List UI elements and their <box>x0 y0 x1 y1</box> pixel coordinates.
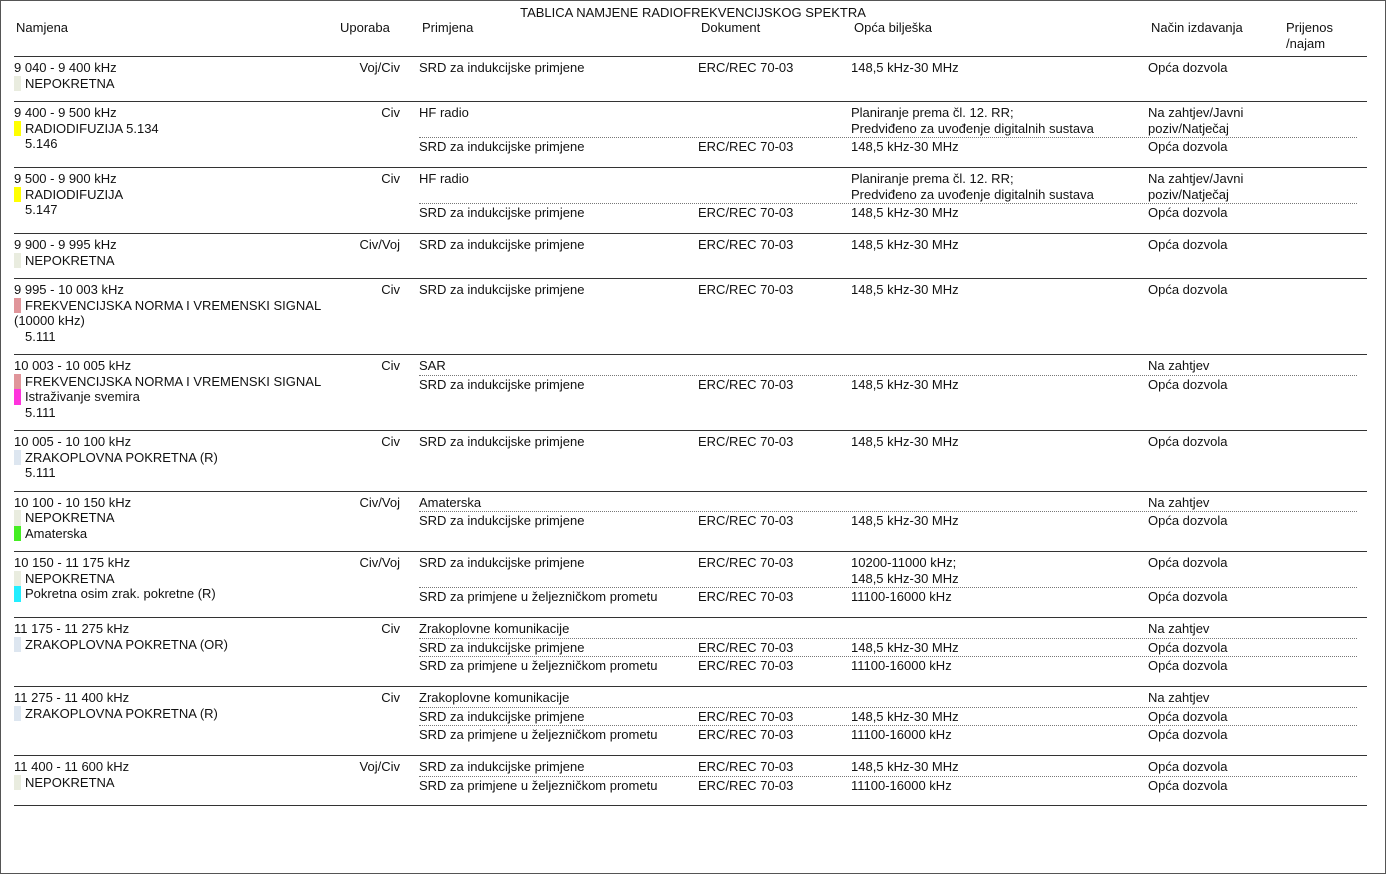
footnote-ref: 5.111 <box>25 404 56 420</box>
nacin-line: poziv/Natječaj <box>1148 186 1229 202</box>
frequency-range: 9 900 - 9 995 kHz <box>14 237 117 252</box>
biljeska-cell <box>851 589 1148 605</box>
nacin-cell <box>1148 282 1278 298</box>
service-name: NEPOKRETNA <box>25 774 115 790</box>
service-item <box>14 76 344 92</box>
application-list <box>419 171 1357 223</box>
service-name: ZRAKOPLOVNA POKRETNA (OR) <box>25 636 228 652</box>
table-row <box>14 279 1367 355</box>
biljeska-cell <box>851 139 1148 155</box>
dokument-cell <box>698 358 851 374</box>
dokument-cell <box>698 621 851 637</box>
service-color-swatch <box>14 586 21 602</box>
nacin-line: Opća dozvola <box>1148 555 1228 570</box>
primjena-cell: HF radio <box>419 171 469 186</box>
table-row <box>14 431 1367 492</box>
service-color-swatch <box>14 526 21 542</box>
service-item <box>14 706 344 722</box>
biljeska-cell <box>851 778 1148 794</box>
service-color-swatch <box>14 775 21 791</box>
service-color-swatch <box>14 571 21 587</box>
service-color-swatch <box>14 637 21 653</box>
header-primjena: Primjena <box>422 20 474 35</box>
primjena-cell: SRD za indukcijske primjene <box>419 708 585 724</box>
nacin-cell <box>1148 589 1278 605</box>
service-name: RADIODIFUZIJA 5.134 <box>25 120 159 136</box>
biljeska-cell <box>851 621 1148 637</box>
service-item <box>14 637 344 653</box>
uporaba-cell: Civ <box>381 621 400 636</box>
service-color-swatch <box>14 706 21 722</box>
dokument-cell: ERC/REC 70-03 <box>698 589 794 604</box>
nacin-cell <box>1148 495 1278 511</box>
nacin-line: Opća dozvola <box>1148 205 1228 220</box>
service-item <box>14 571 344 587</box>
namjena-cell <box>14 358 344 420</box>
nacin-cell <box>1148 555 1278 586</box>
service-item <box>14 187 344 203</box>
primjena-cell: SRD za indukcijske primjene <box>419 205 585 220</box>
application-row <box>419 282 1357 299</box>
nacin-line: Opća dozvola <box>1148 658 1228 673</box>
biljeska-line: 148,5 kHz-30 MHz <box>851 376 959 392</box>
dokument-cell: ERC/REC 70-03 <box>698 376 794 392</box>
header-biljeska: Opća bilješka <box>854 20 933 35</box>
frequency-range: 9 400 - 9 500 kHz <box>14 105 117 120</box>
header-prijenos-line: /najam <box>1286 35 1326 51</box>
biljeska-line: 148,5 kHz-30 MHz <box>851 139 959 154</box>
biljeska-line: Planiranje prema čl. 12. RR; <box>851 171 1014 186</box>
primjena-cell: SRD za primjene u željezničkom prometu <box>419 727 658 742</box>
service-color-swatch <box>14 121 21 137</box>
service-name: NEPOKRETNA <box>25 75 115 91</box>
biljeska-line: 148,5 kHz-30 MHz <box>851 513 959 528</box>
nacin-line: poziv/Natječaj <box>1148 120 1229 136</box>
allocation-table <box>14 57 1367 806</box>
dokument-cell: ERC/REC 70-03 <box>698 282 794 297</box>
application-row <box>419 709 1357 727</box>
service-color-swatch <box>14 374 21 390</box>
primjena-cell: SRD za primjene u željezničkom prometu <box>419 777 658 793</box>
primjena-cell: Zrakoplovne komunikacije <box>419 621 570 636</box>
page-title: TABLICA NAMJENE RADIOFREKVENCIJSKOG SPEKTRA <box>520 5 866 20</box>
application-row <box>419 555 1357 588</box>
primjena-cell: SRD za indukcijske primjene <box>419 237 585 252</box>
nacin-cell <box>1148 60 1278 76</box>
nacin-line: Opća dozvola <box>1148 708 1228 724</box>
frequency-range: 10 005 - 10 100 kHz <box>14 434 132 449</box>
namjena-cell <box>14 690 344 745</box>
service-item <box>14 389 344 405</box>
table-row <box>14 552 1367 618</box>
table-row <box>14 492 1367 553</box>
dokument-cell: ERC/REC 70-03 <box>698 205 794 220</box>
application-list <box>419 495 1357 531</box>
nacin-line: Opća dozvola <box>1148 639 1228 655</box>
dokument-cell <box>698 171 851 202</box>
application-list <box>419 237 1357 255</box>
nacin-cell <box>1148 105 1278 136</box>
service-item <box>14 586 344 602</box>
application-row <box>419 495 1357 513</box>
dokument-cell: ERC/REC 70-03 <box>698 513 794 528</box>
frequency-range: 11 400 - 11 600 kHz <box>14 759 130 774</box>
biljeska-line: 148,5 kHz-30 MHz <box>851 708 959 724</box>
biljeska-line: 11100-16000 kHz <box>851 589 952 604</box>
nacin-line: Opća dozvola <box>1148 282 1228 297</box>
biljeska-line: 148,5 kHz-30 MHz <box>851 282 959 297</box>
uporaba-cell: Civ <box>381 358 400 373</box>
nacin-line: Na zahtjev <box>1148 621 1210 636</box>
namjena-cell <box>14 105 344 157</box>
application-row <box>419 237 1357 254</box>
dokument-cell: ERC/REC 70-03 <box>698 759 794 774</box>
dokument-cell: ERC/REC 70-03 <box>698 727 794 742</box>
namjena-cell <box>14 759 344 795</box>
table-row <box>14 57 1367 102</box>
nacin-cell <box>1148 690 1278 706</box>
biljeska-cell <box>851 513 1148 529</box>
primjena-cell: SRD za indukcijske primjene <box>419 759 585 774</box>
biljeska-cell <box>851 282 1148 298</box>
application-row <box>419 621 1357 639</box>
nacin-cell <box>1148 434 1278 450</box>
application-row <box>419 60 1357 77</box>
application-row <box>419 434 1357 451</box>
nacin-cell <box>1148 759 1278 775</box>
biljeska-line: Predviđeno za uvođenje digitalnih sustava <box>851 120 1094 136</box>
application-row <box>419 640 1357 658</box>
application-row <box>419 690 1357 708</box>
application-row <box>419 658 1357 675</box>
dokument-cell: ERC/REC 70-03 <box>698 708 794 724</box>
dokument-cell: ERC/REC 70-03 <box>698 639 794 655</box>
dokument-cell: ERC/REC 70-03 <box>698 555 794 570</box>
biljeska-cell <box>851 377 1148 393</box>
biljeska-line: 11100-16000 kHz <box>851 658 952 673</box>
primjena-cell: SRD za indukcijske primjene <box>419 513 585 528</box>
footnote-ref: 5.147 <box>25 202 58 217</box>
dokument-cell <box>698 105 851 136</box>
biljeska-line: 148,5 kHz-30 MHz <box>851 570 959 586</box>
biljeska-cell <box>851 205 1148 221</box>
uporaba-cell: Civ/Voj <box>359 494 400 510</box>
nacin-cell <box>1148 658 1278 674</box>
biljeska-cell <box>851 171 1148 202</box>
uporaba-cell: Civ/Voj <box>359 237 400 252</box>
nacin-line: Opća dozvola <box>1148 376 1228 392</box>
service-name: NEPOKRETNA <box>25 510 115 525</box>
primjena-cell: SRD za indukcijske primjene <box>419 60 585 75</box>
uporaba-cell: Civ <box>381 105 400 120</box>
nacin-line: Na zahtjev/Javni <box>1148 105 1244 120</box>
application-row <box>419 139 1357 156</box>
nacin-cell <box>1148 778 1278 794</box>
primjena-cell: SRD za indukcijske primjene <box>419 376 585 392</box>
biljeska-cell <box>851 727 1148 743</box>
application-row <box>419 205 1357 222</box>
uporaba-cell: Civ <box>381 690 400 705</box>
primjena-cell: Amaterska <box>419 494 482 510</box>
nacin-line: Na zahtjev <box>1148 690 1210 705</box>
namjena-cell <box>14 171 344 223</box>
table-row <box>14 756 1367 806</box>
dokument-cell: ERC/REC 70-03 <box>698 434 794 449</box>
primjena-cell: SAR <box>419 358 446 373</box>
application-row <box>419 589 1357 606</box>
primjena-cell: SRD za indukcijske primjene <box>419 555 585 570</box>
application-list <box>419 105 1357 157</box>
dokument-cell: ERC/REC 70-03 <box>698 777 794 793</box>
service-color-swatch <box>14 187 21 203</box>
biljeska-cell <box>851 60 1148 76</box>
frequency-range: 11 175 - 11 275 kHz <box>14 621 130 636</box>
service-name: RADIODIFUZIJA <box>25 186 124 202</box>
application-list <box>419 621 1357 676</box>
dokument-cell: ERC/REC 70-03 <box>698 139 794 154</box>
application-row <box>419 513 1357 530</box>
primjena-cell: HF radio <box>419 105 469 120</box>
application-list <box>419 759 1357 795</box>
dokument-cell: ERC/REC 70-03 <box>698 658 794 673</box>
nacin-cell <box>1148 139 1278 155</box>
nacin-cell <box>1148 727 1278 743</box>
primjena-cell: Zrakoplovne komunikacije <box>419 690 570 705</box>
service-item <box>14 298 344 314</box>
service-name: Amaterska <box>25 525 88 541</box>
namjena-cell <box>14 621 344 676</box>
service-name: Istraživanje svemira <box>25 389 140 404</box>
nacin-line: Opća dozvola <box>1148 60 1228 75</box>
table-row <box>14 234 1367 279</box>
header-prijenos-line: Prijenos <box>1286 20 1333 35</box>
nacin-line: Opća dozvola <box>1148 727 1228 742</box>
biljeska-line: 10200-11000 kHz; <box>851 555 957 570</box>
uporaba-cell: Civ/Voj <box>359 555 400 570</box>
service-name: NEPOKRETNA <box>25 570 115 586</box>
biljeska-line: 148,5 kHz-30 MHz <box>851 237 959 252</box>
service-color-swatch <box>14 298 21 314</box>
biljeska-cell <box>851 105 1148 136</box>
service-name: Pokretna osim zrak. pokretne (R) <box>25 586 216 601</box>
header-nacin: Način izdavanja <box>1151 20 1243 35</box>
service-item <box>14 374 344 390</box>
table-row <box>14 687 1367 756</box>
primjena-cell: SRD za primjene u željezničkom prometu <box>419 658 658 673</box>
frequency-range: 10 150 - 11 175 kHz <box>14 555 131 570</box>
biljeska-line: 148,5 kHz-30 MHz <box>851 205 959 220</box>
biljeska-line: Predviđeno za uvođenje digitalnih sustava <box>851 186 1094 202</box>
service-color-swatch <box>14 450 21 466</box>
application-list <box>419 358 1357 394</box>
uporaba-cell: Civ <box>381 434 400 449</box>
nacin-cell <box>1148 640 1278 656</box>
namjena-cell <box>14 434 344 481</box>
frequency-range: 11 275 - 11 400 kHz <box>14 690 130 705</box>
header-dokument: Dokument <box>701 20 761 35</box>
nacin-cell <box>1148 358 1278 374</box>
application-row <box>419 105 1357 138</box>
application-list <box>419 555 1357 607</box>
nacin-line: Opća dozvola <box>1148 777 1228 793</box>
dokument-cell <box>698 690 851 706</box>
primjena-cell: SRD za indukcijske primjene <box>419 282 585 297</box>
frequency-range: 9 995 - 10 003 kHz <box>14 282 124 297</box>
namjena-cell <box>14 237 344 268</box>
table-row <box>14 168 1367 234</box>
nacin-line: Opća dozvola <box>1148 237 1228 252</box>
footnote-ref: 5.111 <box>25 328 56 344</box>
table-row <box>14 355 1367 431</box>
service-name: FREKVENCIJSKA NORMA I VREMENSKI SIGNAL <box>25 297 322 313</box>
namjena-cell <box>14 495 344 542</box>
nacin-cell <box>1148 171 1278 202</box>
nacin-cell <box>1148 621 1278 637</box>
primjena-cell: SRD za indukcijske primjene <box>419 639 585 655</box>
dokument-cell: ERC/REC 70-03 <box>698 237 794 252</box>
service-item <box>14 450 344 466</box>
application-row <box>419 759 1357 777</box>
nacin-line: Na zahtjev <box>1148 494 1210 510</box>
service-item <box>14 526 344 542</box>
biljeska-line: 148,5 kHz-30 MHz <box>851 639 959 655</box>
nacin-cell <box>1148 205 1278 221</box>
frequency-range: 10 003 - 10 005 kHz <box>14 358 132 373</box>
application-list <box>419 690 1357 745</box>
header-uporaba: Uporaba <box>340 20 390 35</box>
dokument-cell <box>698 495 851 511</box>
biljeska-cell <box>851 640 1148 656</box>
application-row <box>419 358 1357 376</box>
footnote-ref: 5.111 <box>25 465 56 480</box>
uporaba-cell: Voj/Civ <box>359 60 400 75</box>
biljeska-cell <box>851 358 1148 374</box>
biljeska-cell <box>851 555 1148 586</box>
primjena-cell: SRD za primjene u željezničkom prometu <box>419 589 658 604</box>
primjena-cell: SRD za indukcijske primjene <box>419 434 585 449</box>
frequency-range: 9 500 - 9 900 kHz <box>14 171 117 186</box>
nacin-line: Opća dozvola <box>1148 759 1228 774</box>
nacin-cell <box>1148 709 1278 725</box>
biljeska-cell <box>851 690 1148 706</box>
service-name: ZRAKOPLOVNA POKRETNA (R) <box>25 449 218 465</box>
biljeska-line: Planiranje prema čl. 12. RR; <box>851 105 1014 120</box>
service-color-swatch <box>14 510 21 526</box>
service-name: FREKVENCIJSKA NORMA I VREMENSKI SIGNAL <box>25 373 322 389</box>
biljeska-cell <box>851 237 1148 253</box>
nacin-line: Na zahtjev <box>1148 358 1210 373</box>
service-item <box>14 121 344 137</box>
service-color-swatch <box>14 389 21 405</box>
nacin-cell <box>1148 237 1278 253</box>
service-note: (10000 kHz) <box>14 313 85 328</box>
biljeska-line: 11100-16000 kHz <box>851 727 952 742</box>
namjena-cell <box>14 555 344 607</box>
dokument-cell: ERC/REC 70-03 <box>698 60 794 75</box>
uporaba-cell: Voj/Civ <box>359 759 400 774</box>
nacin-cell <box>1148 377 1278 393</box>
service-color-swatch <box>14 253 21 269</box>
header-namjena: Namjena <box>16 20 69 35</box>
service-name: NEPOKRETNA <box>25 252 115 268</box>
uporaba-cell: Civ <box>381 282 400 297</box>
service-item <box>14 253 344 269</box>
uporaba-cell: Civ <box>381 171 400 186</box>
application-list <box>419 434 1357 452</box>
biljeska-line: 148,5 kHz-30 MHz <box>851 434 959 449</box>
application-row <box>419 727 1357 744</box>
service-item <box>14 775 344 791</box>
biljeska-cell <box>851 434 1148 450</box>
header-prijenos <box>1286 20 1333 51</box>
biljeska-line: 11100-16000 kHz <box>851 777 952 793</box>
application-row <box>419 171 1357 204</box>
frequency-range: 10 100 - 10 150 kHz <box>14 494 132 510</box>
biljeska-line: 148,5 kHz-30 MHz <box>851 759 959 774</box>
namjena-cell <box>14 282 344 344</box>
application-list <box>419 60 1357 78</box>
nacin-line: Opća dozvola <box>1148 589 1228 604</box>
biljeska-cell <box>851 495 1148 511</box>
biljeska-cell <box>851 658 1148 674</box>
table-row <box>14 102 1367 168</box>
footnote-ref: 5.146 <box>25 136 58 151</box>
service-color-swatch <box>14 76 21 92</box>
primjena-cell: SRD za indukcijske primjene <box>419 139 585 154</box>
service-item <box>14 510 344 526</box>
nacin-line: Opća dozvola <box>1148 513 1228 528</box>
service-name: ZRAKOPLOVNA POKRETNA (R) <box>25 705 218 721</box>
biljeska-cell <box>851 709 1148 725</box>
frequency-range: 9 040 - 9 400 kHz <box>14 60 117 75</box>
biljeska-line: 148,5 kHz-30 MHz <box>851 60 959 75</box>
application-list <box>419 282 1357 300</box>
nacin-cell <box>1148 513 1278 529</box>
application-row <box>419 377 1357 394</box>
namjena-cell <box>14 60 344 91</box>
biljeska-cell <box>851 759 1148 775</box>
nacin-line: Opća dozvola <box>1148 139 1228 154</box>
nacin-line: Opća dozvola <box>1148 434 1228 449</box>
table-row <box>14 618 1367 687</box>
nacin-line: Na zahtjev/Javni <box>1148 171 1244 186</box>
application-row <box>419 778 1357 795</box>
